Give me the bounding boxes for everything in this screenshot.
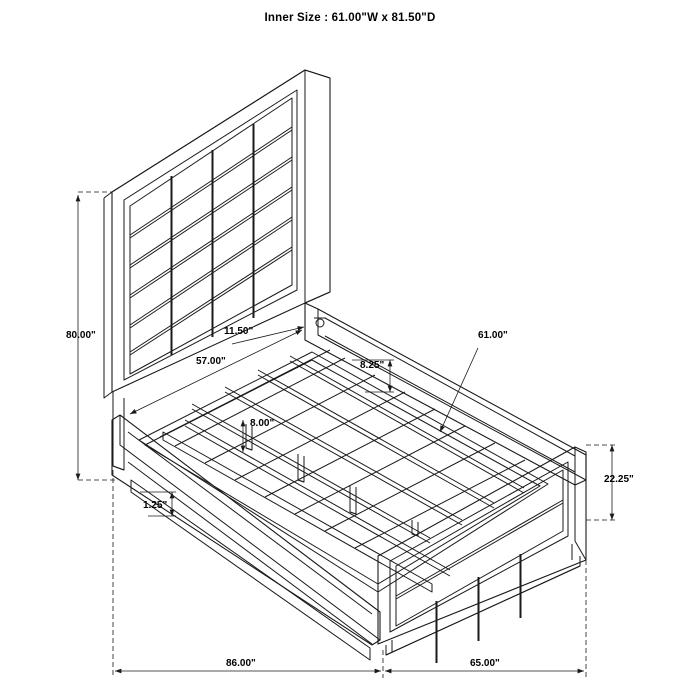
bed-outline-group xyxy=(78,70,616,678)
dimension-label-footboard-height: 22.25" xyxy=(604,474,634,485)
dimension-label-slat-height: 8.00" xyxy=(250,418,275,429)
dimension-label-base-clearance: 1.25" xyxy=(143,500,168,511)
dimension-label-side-rail-height: 8.25" xyxy=(360,360,385,371)
dimension-label-overall-length: 86.00" xyxy=(226,658,256,669)
dimension-label-overall-width: 65.00" xyxy=(470,658,500,669)
page-title: Inner Size : 61.00"W x 81.50"D xyxy=(264,12,436,24)
dimension-label-headboard-height: 80.00" xyxy=(66,330,96,341)
dimension-label-rail-offset: 11.50" xyxy=(224,326,254,337)
dimension-label-headboard-width: 57.00" xyxy=(196,356,226,367)
dimension-label-bed-width: 61.00" xyxy=(478,330,508,341)
